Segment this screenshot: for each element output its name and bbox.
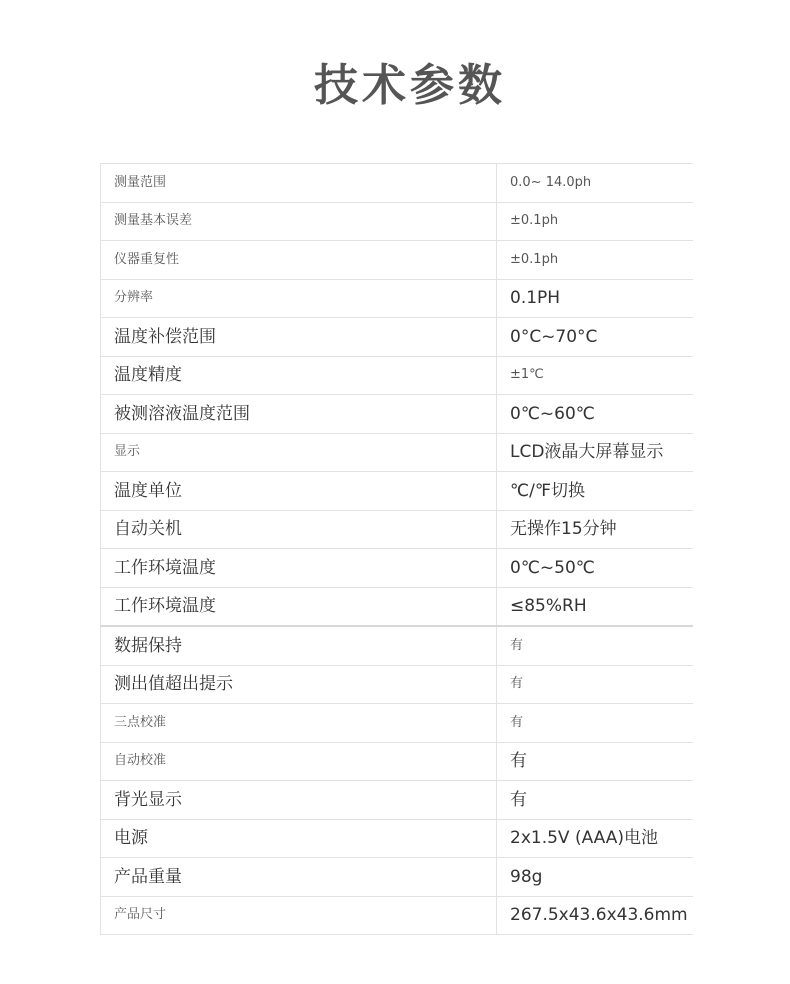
spec-table [100,163,693,935]
spec-value: 0.1PH [497,279,694,318]
spec-value: ℃/℉切换 [497,472,694,511]
spec-value: 0°C~70°C [497,318,694,357]
table-row [101,549,694,588]
spec-label: 仪器重复性 [101,241,497,280]
spec-value: LCD液晶大屏幕显示 [497,433,694,472]
spec-value: 98g [497,858,694,897]
spec-label: 显示 [101,433,497,472]
table-row [101,279,694,318]
page-title: 技术参数 [314,60,506,111]
spec-value: 有 [497,704,694,743]
table-row [101,819,694,858]
spec-value: ≤85%RH [497,587,694,626]
table-row [101,896,694,935]
spec-label: 电源 [101,819,497,858]
spec-value: 0℃~60℃ [497,395,694,434]
spec-label: 产品重量 [101,858,497,897]
spec-value: ±0.1ph [497,202,694,241]
table-row [101,626,694,665]
spec-label: 分辨率 [101,279,497,318]
spec-value: ±1℃ [497,356,694,395]
spec-value: 2x1.5V (AAA)电池 [497,819,694,858]
spec-value: ±0.1ph [497,241,694,280]
table-row [101,356,694,395]
spec-label: 测量基本误差 [101,202,497,241]
spec-label: 测出值超出提示 [101,665,497,704]
spec-label: 测量范围 [101,164,497,203]
spec-label: 数据保持 [101,626,497,665]
spec-label: 背光显示 [101,781,497,820]
spec-value: 有 [497,626,694,665]
spec-value: 0.0~ 14.0ph [497,164,694,203]
table-row [101,472,694,511]
spec-label: 温度单位 [101,472,497,511]
spec-value: 有 [497,665,694,704]
spec-label: 自动校准 [101,742,497,781]
table-row [101,742,694,781]
spec-value: 有 [497,781,694,820]
spec-label: 自动关机 [101,510,497,549]
spec-label: 工作环境温度 [101,587,497,626]
table-row [101,202,694,241]
table-row [101,395,694,434]
table-row [101,241,694,280]
spec-value: 有 [497,742,694,781]
spec-value: 0℃~50℃ [497,549,694,588]
spec-value: 无操作15分钟 [497,510,694,549]
table-row [101,587,694,626]
table-row [101,164,694,203]
spec-value: 267.5x43.6x43.6mm [510,905,688,926]
spec-label: 工作环境温度 [101,549,497,588]
table-row [101,704,694,743]
table-row [101,510,694,549]
table-row [101,781,694,820]
spec-label: 产品尺寸 [101,896,497,935]
table-row [101,665,694,704]
table-row [101,858,694,897]
spec-label: 三点校准 [101,704,497,743]
spec-table-body [101,164,694,935]
table-row [101,318,694,357]
spec-label: 温度精度 [101,356,497,395]
table-row [101,433,694,472]
spec-label: 被测溶液温度范围 [101,395,497,434]
spec-label: 温度补偿范围 [101,318,497,357]
